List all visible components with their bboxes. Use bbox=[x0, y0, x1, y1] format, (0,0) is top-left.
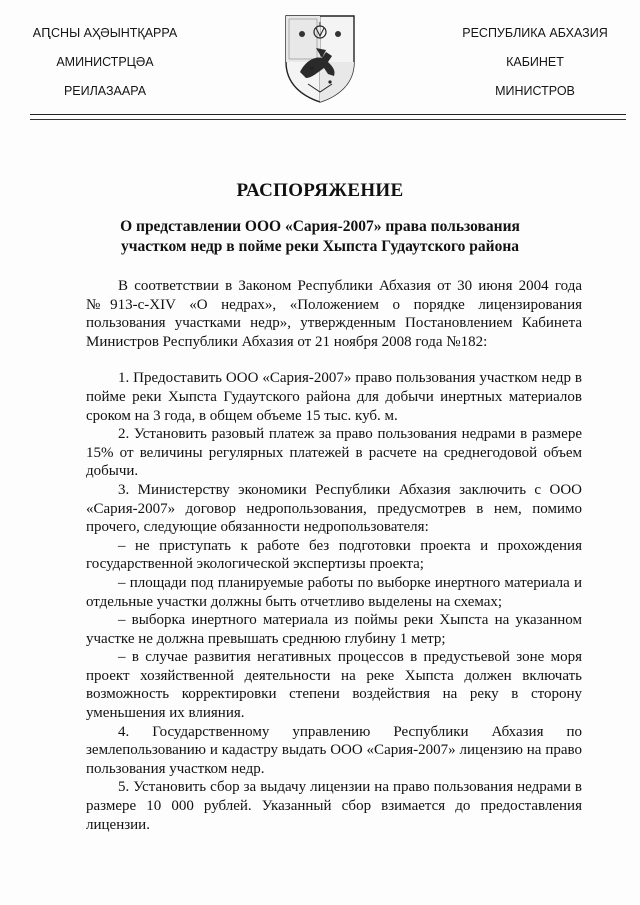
item-paragraph: 4. Государственному управлению Республики Абхазия по землепользованию и кадастру выдать ООО «Сария-2007» лицензию на право пользования участком недр. bbox=[86, 723, 582, 777]
document-title: РАСПОРЯЖЕНИЕ bbox=[236, 180, 404, 201]
letterhead bbox=[0, 0, 640, 120]
subtitle-line: участком недр в пойме реки Хыпста Гудаутского района bbox=[121, 238, 519, 255]
letterhead-left-abkhaz bbox=[30, 26, 180, 113]
letterhead-left-line: РЕИЛАЗААРА bbox=[63, 84, 147, 98]
letterhead-divider-thin bbox=[30, 119, 626, 120]
letterhead-right-line: КАБИНЕТ bbox=[506, 55, 564, 69]
document-body bbox=[86, 277, 582, 834]
letterhead-left-line: АԤСНЫ АҲӘЫНТҚАРРА bbox=[32, 26, 178, 40]
letterhead-right-russian bbox=[440, 26, 630, 113]
letterhead-divider-thick bbox=[30, 114, 626, 115]
letterhead-left-line: АМИНИСТРЦӘА bbox=[56, 55, 154, 69]
document-subtitle bbox=[60, 217, 580, 257]
item-paragraph: 2. Установить разовый платеж за право пользования недрами в размере 15% от величины регулярных платежей в расчете на среднегодовой объем добычи. bbox=[86, 426, 582, 480]
item-paragraph: 1. Предоставить ООО «Сария-2007» право пользования участком недр в пойме реки Хыпста Гудаутского района для добычи инертных материалов сроком на 3 года, в общем объеме 15 тыс. куб. м. bbox=[86, 370, 582, 424]
item-paragraph: 5. Установить сбор за выдачу лицензии на право пользования недрами в размере 10 000 рублей. Указанный сбор взимается до предоставления лицензии. bbox=[86, 779, 582, 833]
obligation-paragraph: – в случае развития негативных процессов в предустьевой зоне моря проект хозяйственной деятельности на реке Хыпста должен включать возможность корректировки степени воздействия на реку в сторону уменьшения их влияния. bbox=[86, 649, 582, 722]
letterhead-right-line: РЕСПУБЛИКА АБХАЗИЯ bbox=[462, 26, 608, 40]
item-paragraph: 3. Министерству экономики Республики Абхазия заключить с ООО «Сария-2007» договор недропользования, предусмотрев в нем, помимо прочего, следующие обязанности недропользователя: bbox=[86, 481, 582, 536]
abkhazia-coat-of-arms-icon bbox=[282, 12, 358, 104]
obligation-paragraph: – выборка инертного материала из поймы реки Хыпста на указанном участке не должна превышать среднюю глубину 1 метр; bbox=[86, 612, 582, 647]
obligation-paragraph: – площади под планируемые работы по выборке инертного материала и отдельные участки должны быть отчетливо выделены на схемах; bbox=[86, 574, 582, 610]
subtitle-line: О представлении ООО «Сария-2007» права пользования bbox=[120, 218, 520, 235]
obligation-paragraph: – не приступать к работе без подготовки проекта и прохождения государственной экологической экспертизы проекта; bbox=[86, 537, 582, 573]
preamble-paragraph: В соответствии в Законом Республики Абхазия от 30 июня 2004 года №913-с-XIV «О недрах», «Положением о порядке лицензирования пользования участками недр», утвержденным Постановлением Кабинета Министров Республики Абхазия от 21 ноября 2008 года №182: bbox=[86, 278, 582, 350]
letterhead-right-line: МИНИСТРОВ bbox=[495, 84, 575, 98]
